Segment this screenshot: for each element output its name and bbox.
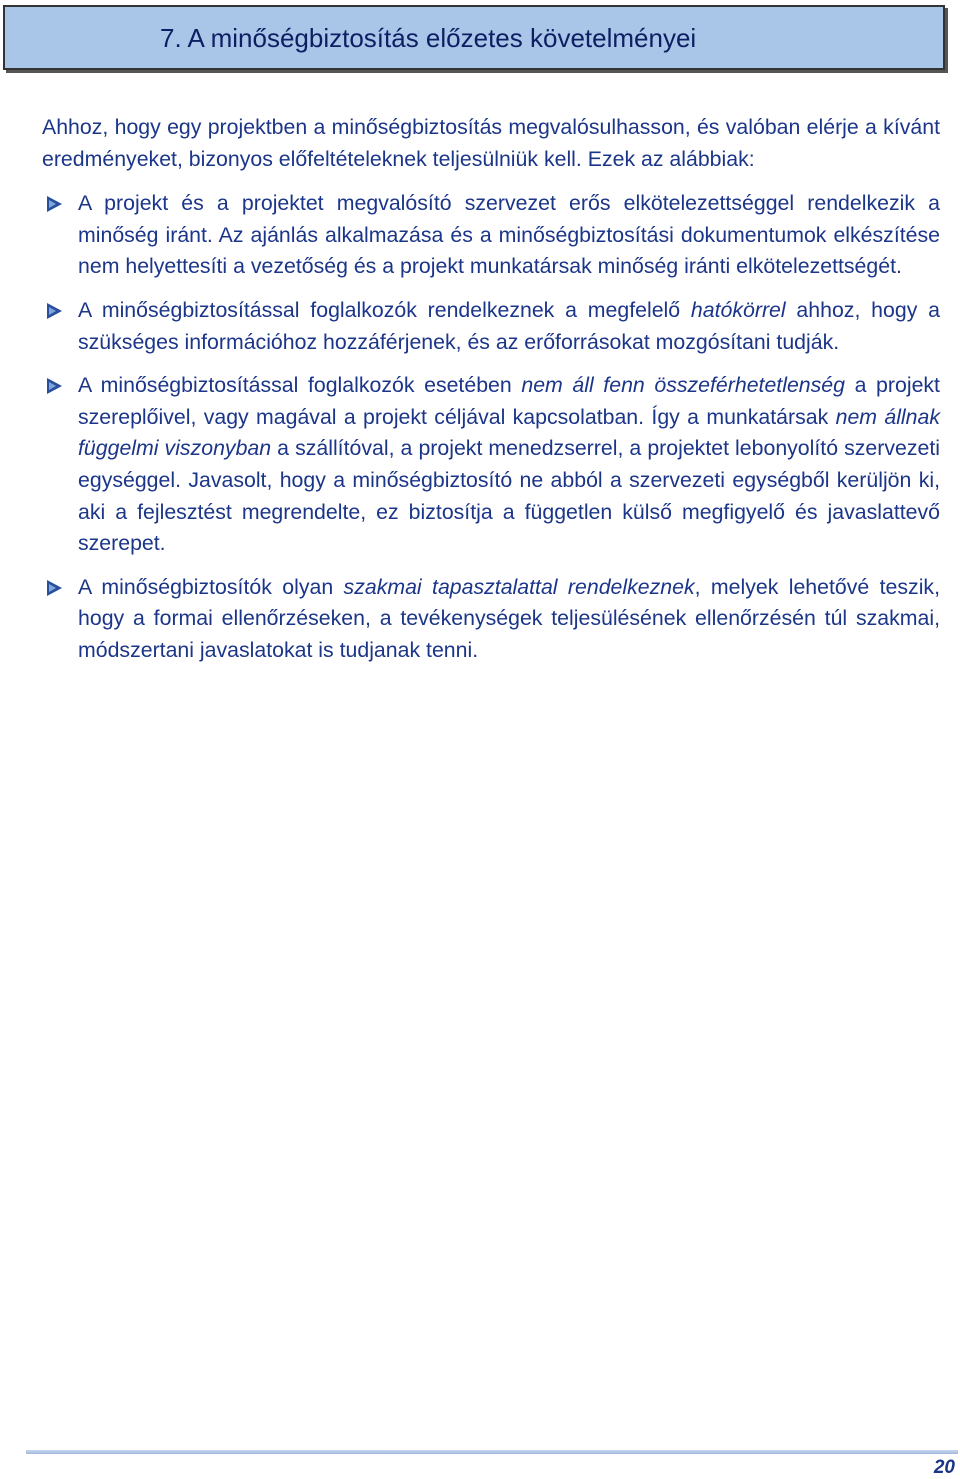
text-part: A minőségbiztosítók olyan bbox=[78, 574, 344, 599]
text-part: a projekt szereplőivel, vagy magával a projekt céljával kapcsolatban. Így a munkatársak bbox=[78, 373, 940, 429]
intro-paragraph: Ahhoz, hogy egy projektben a minőségbiztosítás megvalósulhasson, és valóban elérje a kívánt eredményeket, bizonyos előfeltételeknek teljesülniük kell. Ezek az alábbiak: bbox=[42, 115, 940, 171]
requirement-item bbox=[42, 188, 940, 283]
arrow-bullet-icon bbox=[47, 303, 62, 319]
requirement-item bbox=[42, 572, 940, 667]
text-part: , melyek lehetővé teszik, hogy a formai ellenőrzéseken, a tevékenységek teljesülésének ellenőrzésén túl szakmai, módszertani javaslatokat is tudjanak tenni. bbox=[78, 574, 940, 662]
chapter-title: 7. A minőségbiztosítás előzetes követelményei bbox=[160, 23, 697, 53]
arrow-bullet-icon bbox=[47, 196, 62, 212]
text-part: A projekt és a projektet megvalósító szervezet erős elkötelezettséggel rendelkezik a minőség iránt. Az ajánlás alkalmazása és a minőségbiztosítási dokumentumok elkészítése nem helyettesíti a vezetőség és a projekt munkatársak minőség iránti elkötelezettségét. bbox=[78, 191, 940, 279]
requirement-text bbox=[78, 191, 940, 278]
page-number: 20 bbox=[933, 1457, 955, 1478]
emphasis-text: hatókörrel bbox=[690, 297, 786, 322]
text-part: a szállítóval, a projekt menedzserrel, a projektet lebonyolító szervezeti egységgel. Javasolt, hogy a minőségbiztosító ne abból a szervezeti egységből kerüljön ki, aki a fejlesztést megrendelte, ez biztosítja a független külső megfigyelő és javaslattevő szerepet. bbox=[78, 436, 940, 556]
footer-divider bbox=[26, 1450, 958, 1454]
requirement-item bbox=[42, 295, 940, 358]
text-part: ahhoz, hogy a szükséges információhoz hozzáférjenek, és az erőforrásokat mozgósítani tudják. bbox=[78, 297, 940, 354]
requirements-list bbox=[42, 188, 940, 666]
requirement-item bbox=[42, 370, 940, 560]
requirement-text bbox=[78, 298, 940, 354]
emphasis-text: nem áll fenn összeférhetetlenség bbox=[521, 373, 845, 398]
arrow-bullet-icon bbox=[47, 580, 62, 596]
emphasis-text: szakmai tapasztalattal rendelkeznek bbox=[343, 574, 695, 599]
requirement-text bbox=[78, 575, 940, 662]
page-content bbox=[42, 112, 940, 679]
emphasis-text: nem állnak függelmi viszonyban bbox=[78, 404, 941, 461]
requirement-text bbox=[78, 373, 940, 555]
text-part: A minőségbiztosítással foglalkozók esetében bbox=[78, 373, 522, 398]
arrow-bullet-icon bbox=[47, 378, 62, 394]
chapter-title-box bbox=[3, 5, 945, 70]
text-part: A minőségbiztosítással foglalkozók rendelkeznek a megfelelő bbox=[78, 297, 691, 322]
